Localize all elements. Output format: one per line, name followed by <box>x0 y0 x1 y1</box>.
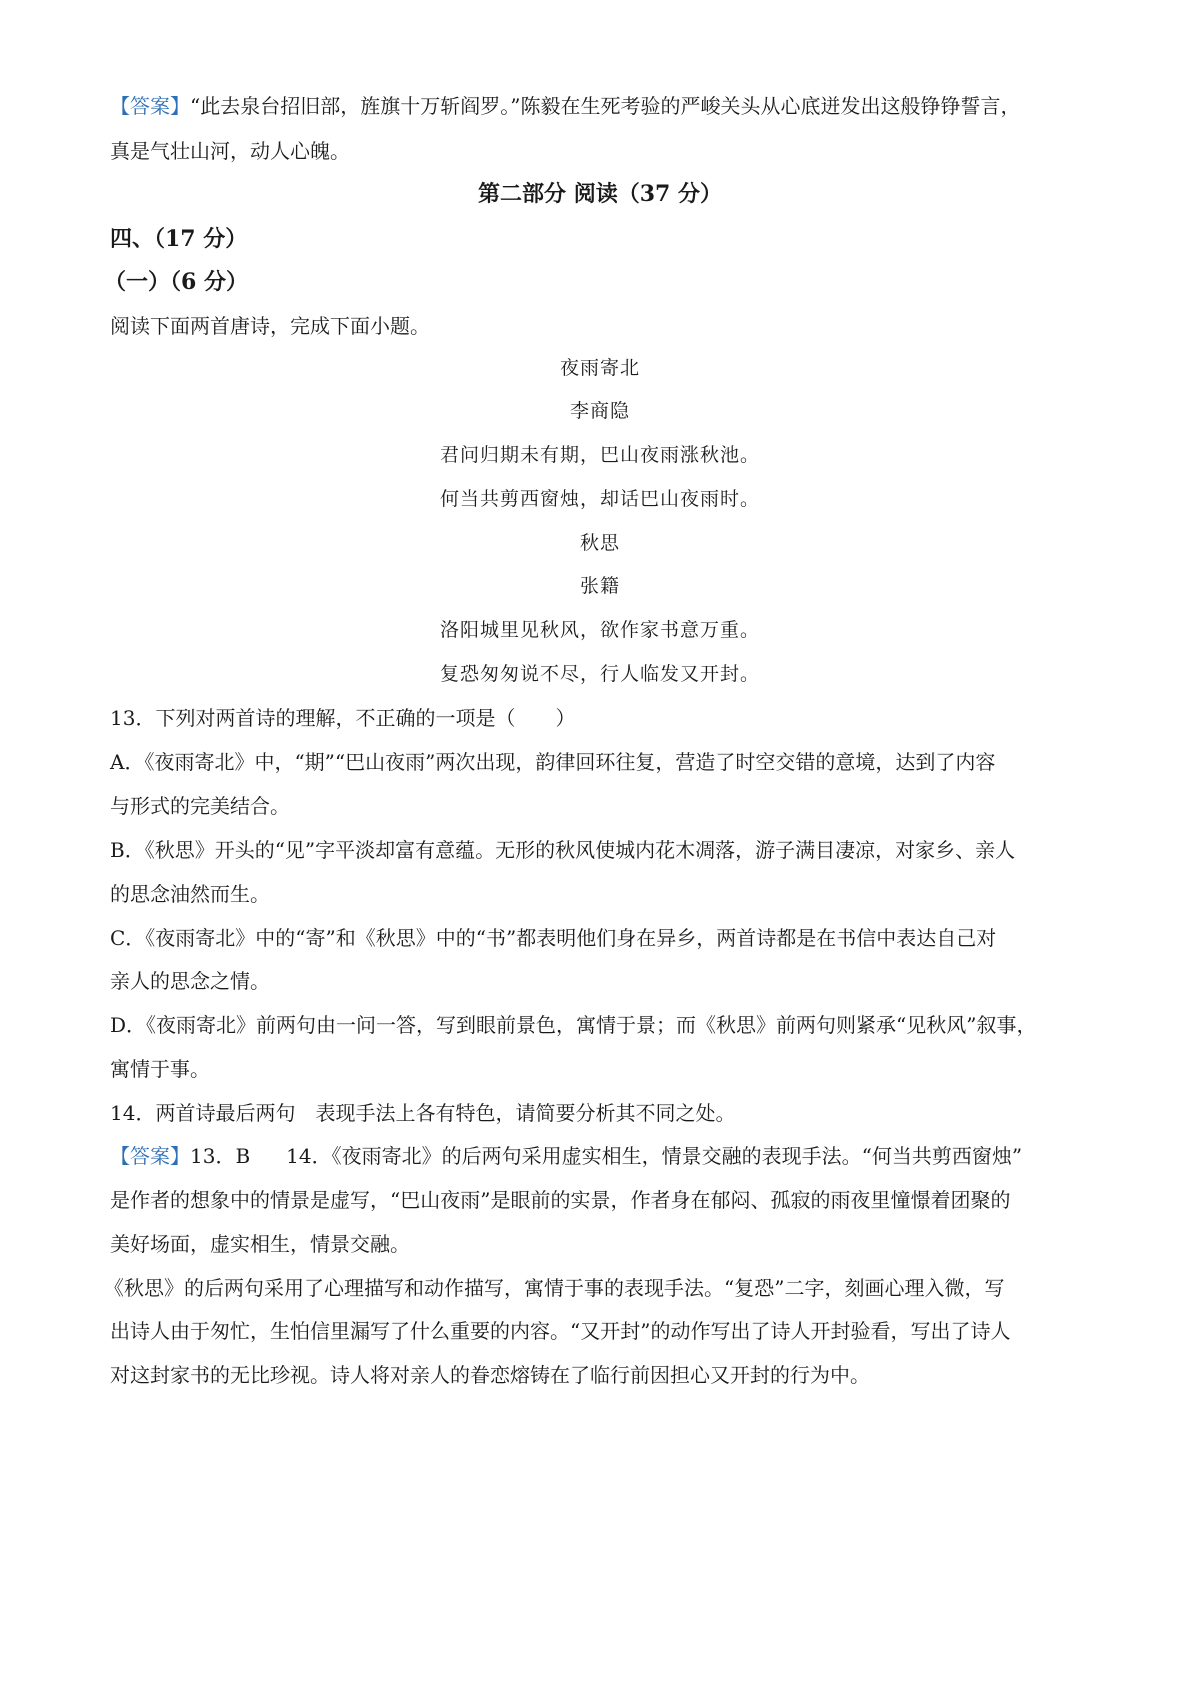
part2-title: 第二部分 阅读（37 分） <box>478 181 722 207</box>
option-b-line2: 的思念油然而生。 <box>110 882 270 906</box>
option-c-line1: C．《夜雨寄北》中的“寄”和《秋思》中的“书”都表明他们身在异乡，两首诗都是在书信中表达自己对 <box>110 926 997 950</box>
poem1-line2: 何当共剪西窗烛，却话巴山夜雨时。 <box>439 488 760 510</box>
answer-13: 13．B <box>190 1144 251 1168</box>
poem2-line1: 洛阳城里见秋风，欲作家书意万重。 <box>439 619 760 641</box>
option-b-line1: B．《秋思》开头的“见”字平淡却富有意蕴。无形的秋风使城内花木凋落，游子满目凄凉，对家乡、亲人 <box>110 838 1016 862</box>
prev-answer-line1: 【答案】“此去泉台招旧部，旌旗十万斩阎罗。”陈毅在生死考验的严峻关头从心底迸发出这般铮铮誓言， <box>110 94 1021 118</box>
answer-line6: 对这封家书的无比珍视。诗人将对亲人的眷恋熔铸在了临行前因担心又开封的行为中。 <box>110 1363 870 1387</box>
answer-line5: 出诗人由于匆忙，生怕信里漏写了什么重要的内容。“又开封”的动作写出了诗人开封验看，写出了诗人 <box>110 1319 1011 1343</box>
option-a-line1: A．《夜雨寄北》中，“期”“巴山夜雨”两次出现，韵律回环往复，营造了时空交错的意境，达到了内容 <box>110 750 996 774</box>
option-d-line2: 寓情于事。 <box>110 1057 210 1081</box>
answer-line1 <box>110 1142 1100 1170</box>
poem2-title: 秋思 <box>579 532 620 554</box>
option-d-line1: D．《夜雨寄北》前两句由一问一答，写到眼前景色，寓情于景；而《秋思》前两句则紧承“见秋风”叙事， <box>110 1013 1037 1037</box>
option-c-line2: 亲人的思念之情。 <box>110 969 270 993</box>
answer-14-start: 14．《夜雨寄北》的后两句采用虚实相生，情景交融的表现手法。“何当共剪西窗烛” <box>286 1144 1023 1168</box>
poem1-line1: 君问归期未有期，巴山夜雨涨秋池。 <box>439 444 760 466</box>
answer-line4: 《秋思》的后两句采用了心理描写和动作描写，寓情于事的表现手法。“复恐”二字，刻画心理入微，写 <box>104 1276 1005 1300</box>
section-heading: 四、（17 分） <box>110 226 248 252</box>
poem2-author: 张籍 <box>579 575 620 597</box>
answer-line3: 美好场面，虚实相生，情景交融。 <box>110 1232 410 1256</box>
poem1-author: 李商隐 <box>569 400 630 422</box>
option-a-line2: 与形式的完美结合。 <box>110 794 290 818</box>
question-14-stem: 14．两首诗最后两句 表现手法上各有特色，请简要分析其不同之处。 <box>110 1101 736 1125</box>
poem2-line2: 复恐匆匆说不尽，行人临发又开封。 <box>439 663 760 685</box>
question-13-stem: 13．下列对两首诗的理解，不正确的一项是（ ） <box>110 706 576 730</box>
answer-line2: 是作者的想象中的情景是虚写，“巴山夜雨”是眼前的实景，作者身在郁闷、孤寂的雨夜里憧憬着团聚的 <box>110 1188 1011 1212</box>
answer-tag: 【答案】 <box>110 94 190 118</box>
instruction: 阅读下面两首唐诗，完成下面小题。 <box>110 314 430 338</box>
answer-tag: 【答案】 <box>110 1144 190 1168</box>
prev-answer-line2: 真是气壮山河，动人心魄。 <box>110 139 350 163</box>
subsection-heading: （一）（6 分） <box>104 269 248 295</box>
poem1-title: 夜雨寄北 <box>559 357 640 379</box>
